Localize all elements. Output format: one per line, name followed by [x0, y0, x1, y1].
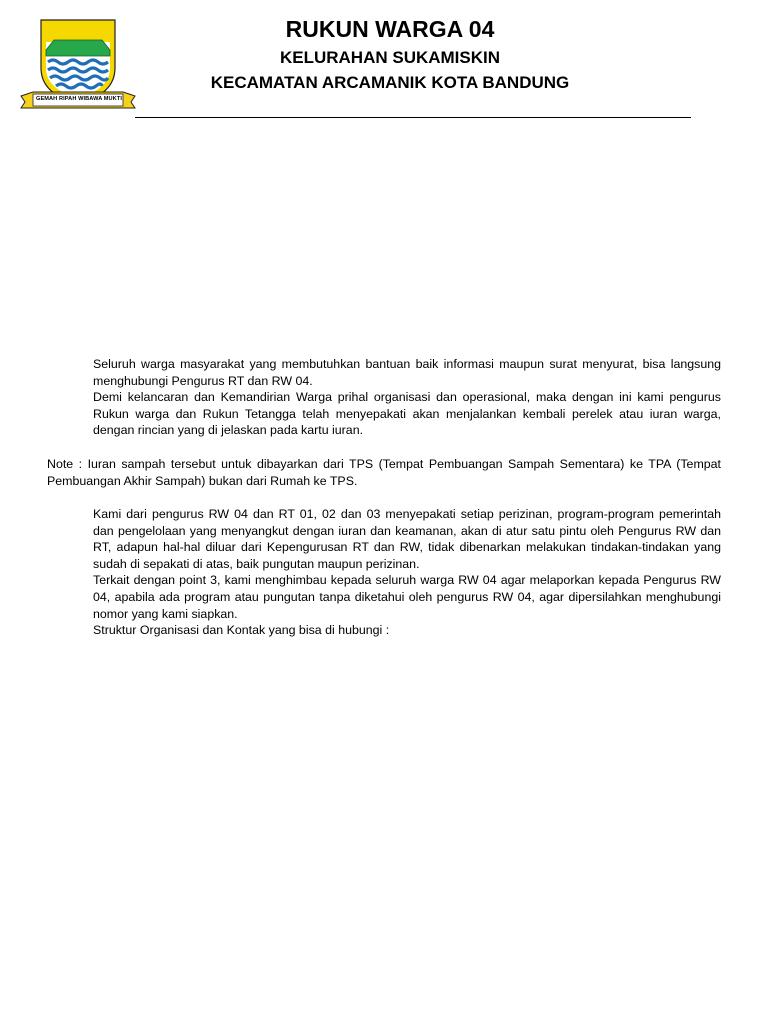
page-title: RUKUN WARGA 04 [285, 16, 495, 42]
note-text: Note : Iuran sampah tersebut untuk dibayarkan dari TPS (Tempat Pembuangan Sampah Sementara) ke TPA (Tempat Pembuangan Akhir Sampah) bukan dari Rumah ke TPS. [47, 457, 721, 488]
intro-paragraphs [93, 356, 721, 439]
agreement-paragraphs [93, 506, 721, 639]
note-paragraph [47, 456, 721, 489]
paragraph-himbauan: Terkait dengan point 3, kami menghimbau kepada seluruh warga RW 04 agar melaporkan kepada Pengurus RW 04, apabila ada program atau pungutan tanpa diketahui oleh pengurus RW 04, agar dipersilahkan menghubungi nomor yang kami siapkan. [93, 573, 721, 621]
logo-motto: GEMAH RIPAH WIBAWA MUKTI [36, 96, 122, 102]
paragraph-contact: Seluruh warga masyarakat yang membutuhkan bantuan baik informasi maupun surat menyurat, bisa langsung menghubungi Pengurus RT dan RW 04. [93, 357, 721, 388]
paragraph-struktur: Struktur Organisasi dan Kontak yang bisa di hubungi : [93, 623, 390, 638]
header-divider [135, 117, 691, 118]
paragraph-perizinan: Kami dari pengurus RW 04 dan RT 01, 02 dan 03 menyepakati setiap perizinan, program-program pemerintah dan pengelolaan yang menyangkut dengan iuran dan keamanan, akan di atur satu pintu oleh Pengurus RW dan RT, adapun hal-hal diluar dari Kepengurusan RT dan RW, tidak dibenarkan melakukan tindakan-tindakan yang sudah di sepakati di atas, baik pungutan maupun perizinan. [93, 507, 721, 571]
kelurahan-subtitle: KELURAHAN SUKAMISKIN [279, 48, 501, 67]
kecamatan-subtitle: KECAMATAN ARCAMANIK KOTA BANDUNG [210, 73, 570, 92]
paragraph-iuran: Demi kelancaran dan Kemandirian Warga prihal organisasi dan operasional, maka dengan ini kami pengurus Rukun warga dan Rukun Tetangga telah menyepakati akan menjalankan kembali perelek atau iuran warga, dengan rincian yang di jelaskan pada kartu iuran. [93, 390, 721, 438]
